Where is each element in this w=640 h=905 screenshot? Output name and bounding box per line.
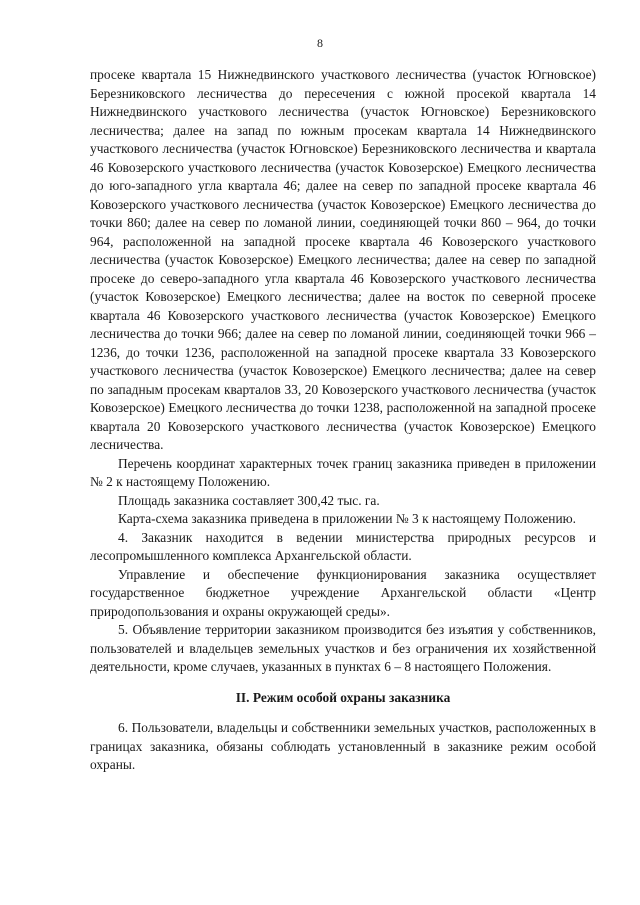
paragraph-boundary-description: просеке квартала 15 Нижнедвинского участкового лесничества (участок Югновское) Березниковского лесничества до пересечения с южной просекой квартала 14 Нижнедвинского участкового лесничества (участок Югновское) Березниковского лесничества; далее на запад по южным просекам квартала 14 Нижнедвинского участкового лесничества (участок Югновское) Березниковского лесничества и квартала 46 Ковозерского участкового лесничества (участок Ковозерское) Емецкого лесничества до юго-западного угла квартала 46; далее на север по западной просеке квартала 46 Ковозерского участкового лесничества (участок Ковозерское) Емецкого лесничества до точки 860; далее на север по ломаной линии, соединяющей точки 860 – 964, до точки 964, расположенной на западной просеке квартала 46 Ковозерского участкового лесничества (участок Ковозерское) Емецкого лесничества; далее на север по западной просеке до северо-западного угла квартала 46 Ковозерского участкового лесничества (участок Ковозерское) Емецкого лесничества; далее на восток по северной просеке квартала 46 Ковозерского участкового лесничества (участок Ковозерское) Емецкого лесничества до точки 966; далее на север по ломаной линии, соединяющей точки 966 – 1236, до точки 1236, расположенной на западной просеке квартала 33 Ковозерского участкового лесничества (участок Ковозерское) Емецкого лесничества; далее на север по западным просекам кварталов 33, 20 Ковозерского участкового лесничества (участок Ковозерское) Емецкого лесничества до точки 1238, расположенной на западной просеке квартала 20 Ковозерского участкового лесничества (участок Ковозерское) Емецкого лесничества. bbox=[90, 67, 596, 452]
paragraph-item-6: 6. Пользователи, владельцы и собственники земельных участков, расположенных в границах заказника, обязаны соблюдать установленный в заказнике режим особой охраны. bbox=[90, 720, 596, 772]
paragraph-item-5: 5. Объявление территории заказником производится без изъятия у собственников, пользователей и владельцев земельных участков и без ограничения их хозяйственной деятельности, кроме случаев, указанных в пунктах 6 – 8 настоящего Положения. bbox=[90, 622, 596, 674]
paragraph-management: Управление и обеспечение функционирования заказника осуществляет государственное бюджетное учреждение Архангельской области «Центр природопользования и охраны окружающей среды». bbox=[90, 566, 596, 619]
section-heading: II. Режим особой охраны заказника bbox=[235, 689, 451, 705]
paragraph-area: Площадь заказника составляет 300,42 тыс. га. bbox=[118, 492, 380, 508]
page-number: 8 bbox=[317, 36, 323, 50]
paragraph-map-scheme: Карта-схема заказника приведена в приложении № 3 к настоящему Положению. bbox=[118, 511, 576, 526]
paragraph-coordinates-list: Перечень координат характерных точек границ заказника приведен в приложении № 2 к настоящему Положению. bbox=[90, 455, 596, 489]
document-body bbox=[90, 66, 596, 775]
paragraph-item-4: 4. Заказник находится в ведении министерства природных ресурсов и лесопромышленного комплекса Архангельской области. bbox=[90, 529, 596, 563]
